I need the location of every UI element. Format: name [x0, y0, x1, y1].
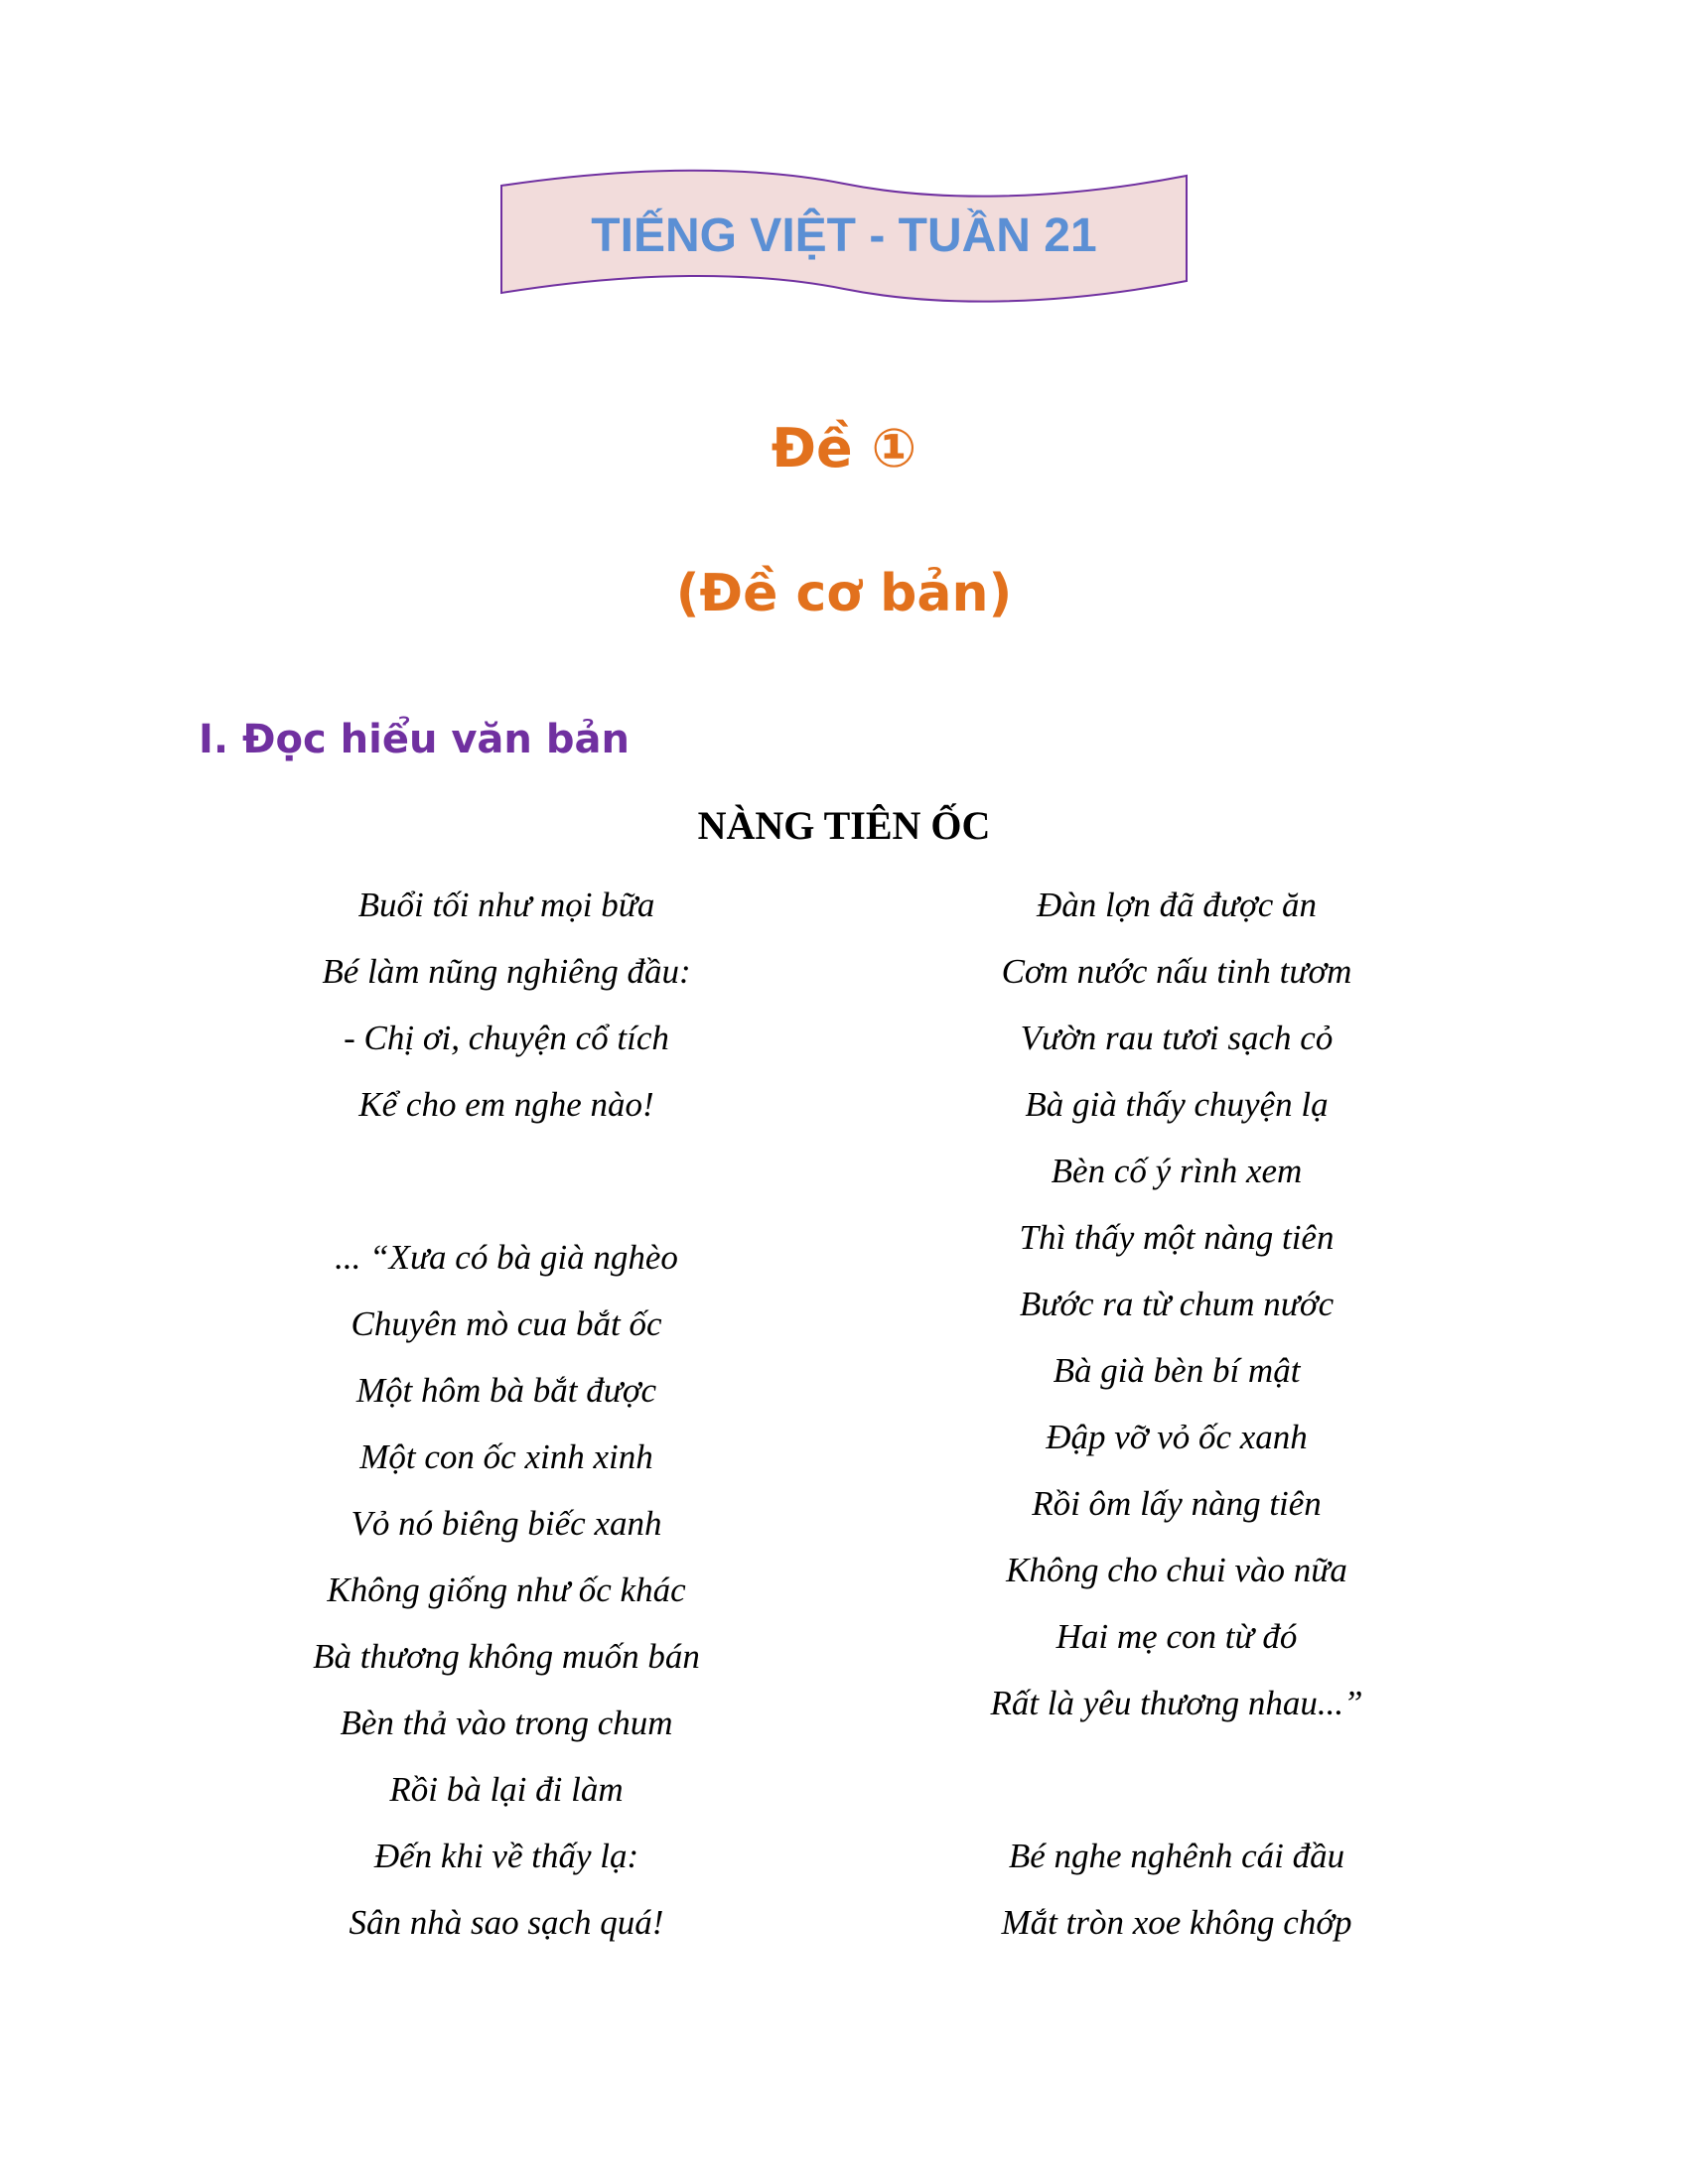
- poem-line: Hai mẹ con từ đó: [1055, 1617, 1298, 1656]
- poem-line: Vỏ nó biêng biếc xanh: [351, 1504, 662, 1543]
- exam-number: Đề ①: [771, 417, 917, 479]
- poem-line: Đập vỡ vỏ ốc xanh: [1046, 1418, 1308, 1456]
- poem-line: Buổi tối như mọi bữa: [357, 886, 655, 924]
- poem-left-column: [209, 872, 804, 1956]
- poem-right-column: [879, 872, 1475, 1956]
- poem-line: Bé nghe nghênh cái đầu: [1008, 1837, 1345, 1875]
- poem-line: Sân nhà sao sạch quá!: [349, 1903, 664, 1942]
- poem-line: ... “Xưa có bà già nghèo: [335, 1238, 678, 1277]
- poem-title: NÀNG TIÊN ỐC: [697, 803, 991, 848]
- poem-line: Mắt tròn xoe không chớp: [1001, 1903, 1352, 1942]
- poem-line: Một hôm bà bắt được: [355, 1371, 657, 1410]
- poem-line: Bà già thấy chuyện lạ: [1025, 1085, 1329, 1124]
- poem-line: Chuyên mò cua bắt ốc: [351, 1304, 662, 1343]
- poem-line: Rất là yêu thương nhau...”: [990, 1684, 1363, 1722]
- poem-line: Bèn thả vào trong chum: [340, 1704, 673, 1742]
- poem-line: Thì thấy một nàng tiên: [1019, 1218, 1335, 1257]
- stanza-gap: [209, 1138, 804, 1224]
- poem-stanza: [879, 1823, 1475, 1956]
- poem-line: Đàn lợn đã được ăn: [1037, 886, 1317, 924]
- poem-line: Bèn cố ý rình xem: [1051, 1152, 1303, 1190]
- poem-line: Một con ốc xinh xinh: [359, 1437, 653, 1476]
- banner-title: TIẾNG VIỆT - TUẦN 21: [591, 209, 1097, 262]
- poem-stanza: [879, 872, 1475, 1736]
- poem-line: Bé làm nũng nghiêng đầu:: [322, 952, 691, 991]
- poem-line: Bà thương không muốn bán: [313, 1637, 700, 1676]
- poem-line: Rồi bà lại đi làm: [389, 1770, 624, 1809]
- poem-stanza: [209, 872, 804, 1138]
- poem-line: Rồi ôm lấy nàng tiên: [1032, 1484, 1322, 1523]
- poem-line: Kể cho em nghe nào!: [358, 1085, 654, 1124]
- poem-line: Đến khi về thấy lạ:: [373, 1837, 639, 1875]
- exam-level: (Đề cơ bản): [675, 564, 1013, 623]
- poem-line: Bà già bèn bí mật: [1053, 1351, 1301, 1390]
- poem-stanza: [209, 1224, 804, 1956]
- stanza-gap: [879, 1736, 1475, 1823]
- poem-line: Bước ra từ chum nước: [1019, 1285, 1335, 1323]
- poem-line: Cơm nước nấu tinh tươm: [1001, 952, 1352, 991]
- poem-line: Không giống như ốc khác: [327, 1570, 686, 1609]
- poem-line: Không cho chui vào nữa: [1006, 1551, 1347, 1589]
- poem-line: Vườn rau tươi sạch cỏ: [1020, 1019, 1334, 1057]
- poem-line: - Chị ơi, chuyện cổ tích: [344, 1019, 669, 1057]
- title-banner: [496, 164, 1192, 308]
- section-heading: I. Đọc hiểu văn bản: [199, 717, 630, 762]
